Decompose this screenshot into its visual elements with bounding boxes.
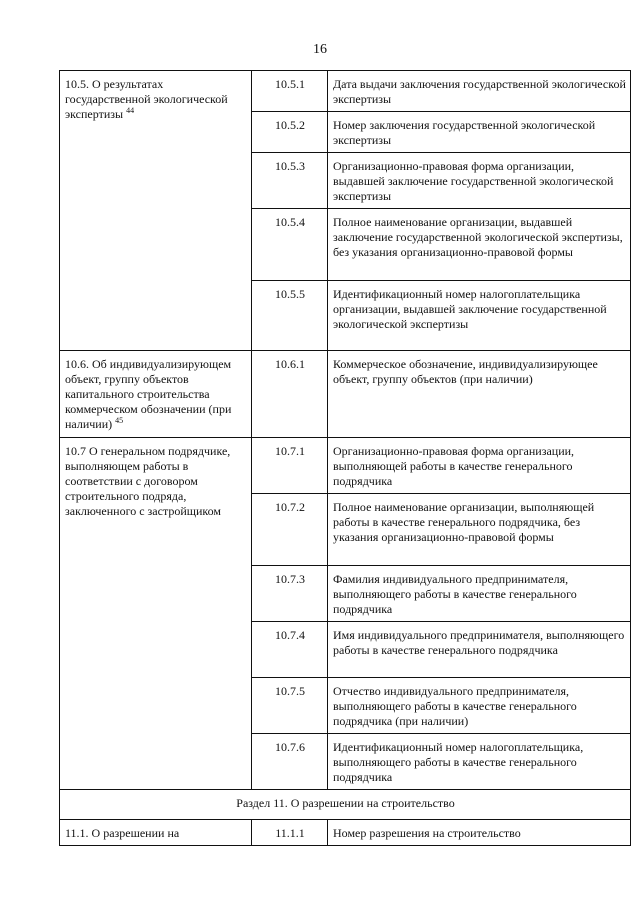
row-description: Полное наименование организации, выдавшей заключение государственной экологической экспертизы, без указания организационно-правовой формы [328,209,631,281]
row-description: Идентификационный номер налогоплательщика, выполняющего работы в качестве генерального подрядчика [328,734,631,790]
row-description: Коммерческое обозначение, индивидуализирующее объект, группу объектов (при наличии) [328,351,631,438]
row-code: 10.5.3 [252,153,328,209]
section-label-text: 10.6. Об индивидуализирующем объект, группу объектов капитального строительства коммерческом обозначении (при наличии) [65,357,232,431]
row-code: 10.6.1 [252,351,328,438]
table-row [60,790,631,820]
footnote-ref: 45 [115,416,124,425]
row-description: Имя индивидуального предпринимателя, выполняющего работы в качестве генерального подрядчика [328,622,631,678]
row-code: 10.7.2 [252,494,328,566]
page-number: 16 [313,42,327,57]
section-label-text: 10.5. О результатах государственной экологической экспертизы [65,77,228,121]
row-description: Номер разрешения на строительство [328,820,631,846]
row-description: Организационно-правовая форма организации, выполняющей работы в качестве генерального подрядчика [328,438,631,494]
table-row [60,820,631,846]
section-label-10-6 [60,351,252,438]
row-description: Номер заключения государственной экологической экспертизы [328,112,631,153]
table-row [60,71,631,112]
row-description: Полное наименование организации, выполняющей работы в качестве генерального подрядчика, без указания организационно-правовой формы [328,494,631,566]
section-label-11-1: 11.1. О разрешении на [60,820,252,846]
section-label-text: 10.7 О генеральном подрядчике, выполняющем работы в соответствии с договором строительного подряда, заключенного с застройщиком [65,444,231,518]
row-code: 11.1.1 [252,820,328,846]
table-row [60,351,631,438]
requirements-table [59,70,631,846]
row-description: Идентификационный номер налогоплательщика организации, выдавшей заключение государственной экологической экспертизы [328,281,631,351]
section-heading: Раздел 11. О разрешении на строительство [60,790,631,820]
row-code: 10.7.5 [252,678,328,734]
row-code: 10.5.2 [252,112,328,153]
section-label-10-7 [60,438,252,790]
row-code: 10.7.1 [252,438,328,494]
row-description: Организационно-правовая форма организации, выдавшей заключение государственной экологической экспертизы [328,153,631,209]
row-description: Отчество индивидуального предпринимателя, выполняющего работы в качестве генерального подрядчика (при наличии) [328,678,631,734]
footnote-ref: 44 [126,106,135,115]
row-code: 10.5.4 [252,209,328,281]
table-row [60,438,631,494]
row-code: 10.5.5 [252,281,328,351]
row-code: 10.7.3 [252,566,328,622]
row-code: 10.5.1 [252,71,328,112]
row-description: Дата выдачи заключения государственной экологической экспертизы [328,71,631,112]
row-description: Фамилия индивидуального предпринимателя, выполняющего работы в качестве генерального подрядчика [328,566,631,622]
row-code: 10.7.4 [252,622,328,678]
row-code: 10.7.6 [252,734,328,790]
section-label-10-5 [60,71,252,351]
